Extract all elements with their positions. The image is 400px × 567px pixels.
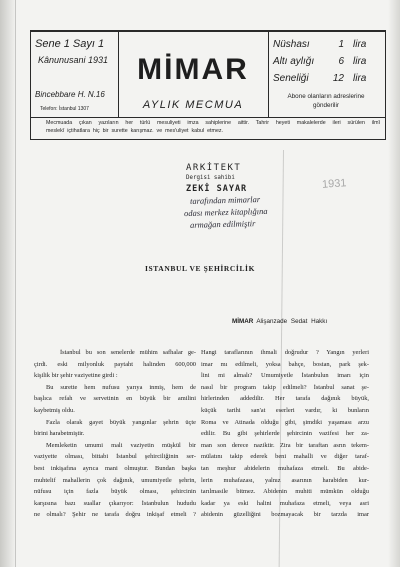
magazine-title: MİMAR <box>137 53 249 86</box>
article-title: ISTANBUL VE ŞEHİRCİLİK <box>144 264 256 273</box>
article-column-right <box>201 347 369 521</box>
price-unit: lira <box>353 73 367 84</box>
price-amount: 1 <box>338 39 344 50</box>
price-amount: 12 <box>332 73 344 84</box>
stamp-line: ZEKİ SAYAR <box>186 184 248 194</box>
magazine-subtitle: AYLIK MECMUA <box>142 99 244 111</box>
body-line: Fazla olarak gayet büyük yangınlar şehrin üçte <box>46 418 196 426</box>
body-line: tan meşhur abidelerin muhafaza etmeli. Bu abide- <box>201 464 369 472</box>
issue-number: Sene 1 Sayı 1 <box>35 38 105 50</box>
body-line: Hangi taraflarının ihmali doğrudur ? Yangın yerleri <box>201 349 369 356</box>
article-author <box>232 318 327 325</box>
masthead-divider <box>30 117 386 118</box>
binding-edge <box>15 0 16 567</box>
editorial-disclaimer: Mecmuada çıkan yazıların her türlü mesuliyeti imza sahiplerine aittir. Tahrir heyeti makalelerde ileri sürülen ilmî <box>46 120 380 126</box>
issue-date: Kânunusani 1931 <box>38 55 109 65</box>
body-line: kaybetmiş oldu. <box>34 406 75 414</box>
handwritten-line: tarafından mimarlar <box>189 194 261 206</box>
body-line: best inkişafına ayrıca mani olmuştur. Bundan başka <box>34 464 196 472</box>
price-label: Altı aylığı <box>273 56 315 67</box>
binding-shadow <box>0 0 16 567</box>
body-line: küçük tarihi san'at eserleri vardır, ki bunların <box>201 406 369 414</box>
article-column-left <box>34 347 196 521</box>
body-line: çirdi. eski milyonluk paytaht halinden 600,000 <box>34 360 196 368</box>
body-line: muhtelif mahallerin çok dağınık, umumiyetle şehrin, <box>34 476 196 484</box>
body-line: kişilik bir şehir vaziyetine girdi : <box>34 372 118 380</box>
body-line: vaziyette olması, bittabi İstanbul şehirciliğinin ser- <box>34 453 196 461</box>
handwritten-line: armağan edilmiştir <box>189 218 256 230</box>
body-line: edilir. Bu gibi şehirlerde şehircinin vazifesi her za- <box>201 430 369 438</box>
body-line: Bu surette hem nufusu yarıya inmiş, hem de <box>46 383 196 391</box>
body-line: Roma ve Atinada olduğu gibi, şimdiki yaşaması arzu <box>201 418 369 426</box>
body-line: lini mi almalı? Umumiyetle İstanbulun imarı için <box>201 372 369 380</box>
body-line: tarılmasile bitmez. Abidenin muhiti mümkün olduğu <box>201 488 369 496</box>
body-line: ne olmalı? Şehir ne tarafa doğru inkişaf etmeli ? <box>34 511 196 519</box>
author-prefix: MİMAR <box>232 318 254 325</box>
body-line: karşısına bazı suallar çıkarıyor: İstanbulun hududu <box>34 499 196 507</box>
body-line: hirlerinden addedilir. Her tarafa dağınık büyük, <box>201 395 369 403</box>
price-unit: lira <box>353 56 367 67</box>
subscription-note: Abone olanların adreslerine <box>287 93 365 100</box>
office-address: Bincebbare H. N.16 <box>35 90 105 99</box>
body-line: nasıl bir program takip edilmeli? İstanbul sanat şe- <box>201 383 369 391</box>
stamp-line: Dergisi sahibi <box>186 175 235 181</box>
body-line: İstanbul bu son senelerde mühim safhalar ge- <box>60 349 196 356</box>
page-edge-shadow <box>388 0 400 567</box>
body-line: man son derece naziktir. Zira bir taraftan asrın tekem- <box>201 441 369 449</box>
body-line: Memleketin umumi mali vaziyetin müşkül bir <box>46 441 196 449</box>
price-label: Nüshası <box>273 39 310 50</box>
body-line: lerin muhafazası, yalnız asarının harabiden kur- <box>201 476 369 484</box>
handwritten-line: odası merkez kitaplığına <box>183 205 268 219</box>
price-label: Seneliği <box>273 73 309 84</box>
subscription-note: gönderilir <box>313 102 339 109</box>
body-line: başlıca refah ve servetinin en büyük bir amilini <box>34 395 196 403</box>
body-line: mülatını takip ederek beni mahalli ve diğer taraf- <box>201 453 369 461</box>
office-phone: Telefon: İstanbul 1307 <box>40 106 89 112</box>
editorial-disclaimer: meslekî içtihatlara hiç bir surette karışmaz. ve mes'uliyet kabul etmez. <box>46 128 224 134</box>
body-line: imar mı edilmeli, yoksa bahçe, bostan, park şek- <box>201 360 369 368</box>
price-unit: lira <box>353 39 367 50</box>
body-line: birini harabetmiştir. <box>34 430 85 438</box>
body-line: nüfusu için fazla büyük olması, şehircinin <box>34 488 196 496</box>
body-line: kadar ya eski halini muhafaza etmeli, veya asri <box>201 499 369 507</box>
stamp-line: ARKİTEKT <box>186 163 242 173</box>
body-line: abidenin güzelliğini bozmayacak bir tarzda imar <box>201 511 369 519</box>
pencil-year-mark: 1931 <box>321 177 347 191</box>
author-name: Alişanzade Sedat Hakkı <box>256 318 328 325</box>
price-amount: 6 <box>338 56 344 67</box>
